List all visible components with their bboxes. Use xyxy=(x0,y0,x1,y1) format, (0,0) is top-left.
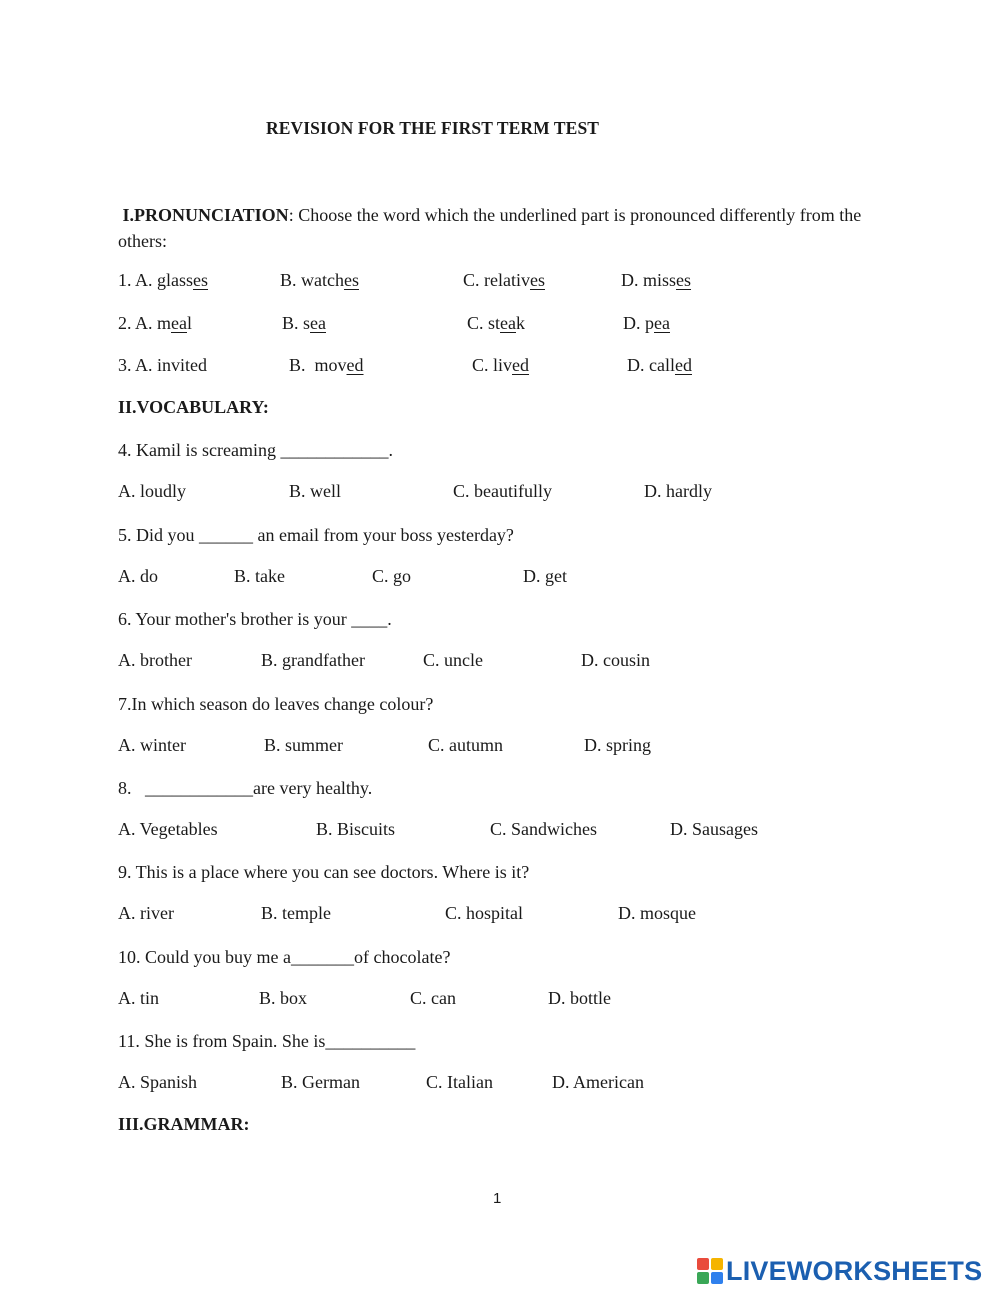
q11-stem: 11. She is from Spain. She is__________ xyxy=(118,1031,416,1051)
q9-option-c: C. hospital xyxy=(445,903,524,923)
q10-option-b: B. box xyxy=(259,988,308,1008)
q3-option-d: D. called xyxy=(627,355,692,375)
q2-option-c: C. steak xyxy=(467,313,525,333)
q9-option-a: A. river xyxy=(118,903,174,923)
q2-option-d: D. pea xyxy=(623,313,670,333)
q10-option-d: D. bottle xyxy=(548,988,611,1008)
logo-text: LIVEWORKSHEETS xyxy=(726,1255,983,1286)
q4-stem: 4. Kamil is screaming ____________. xyxy=(118,440,393,460)
q9-option-b: B. temple xyxy=(261,903,331,923)
page-title: REVISION FOR THE FIRST TERM TEST xyxy=(266,118,600,138)
q11-option-c: C. Italian xyxy=(426,1072,493,1092)
q3-option-c: C. lived xyxy=(472,355,530,375)
section-pronunciation-intro xyxy=(118,202,878,254)
q1-option-b: B. watches xyxy=(280,270,359,290)
pronunciation-instruction: : Choose the word which the underlined part is pronounced differently from the others: xyxy=(118,205,862,251)
q4-option-c: C. beautifully xyxy=(453,481,552,501)
q4-option-b: B. well xyxy=(289,481,341,501)
q9-option-d: D. mosque xyxy=(618,903,696,923)
q8-option-a: A. Vegetables xyxy=(118,819,218,839)
q7-option-a: A. winter xyxy=(118,735,186,755)
q5-option-c: C. go xyxy=(372,566,412,586)
q7-option-c: C. autumn xyxy=(428,735,503,755)
q9-stem: 9. This is a place where you can see doctors. Where is it? xyxy=(118,862,530,882)
section-heading-grammar: III.GRAMMAR: xyxy=(118,1114,250,1134)
q11-option-a: A. Spanish xyxy=(118,1072,198,1092)
q8-option-b: B. Biscuits xyxy=(316,819,396,839)
liveworksheets-logo xyxy=(697,1256,982,1286)
q5-option-b: B. take xyxy=(234,566,285,586)
q7-option-d: D. spring xyxy=(584,735,651,755)
q11-option-b: B. German xyxy=(281,1072,360,1092)
q5-option-a: A. do xyxy=(118,566,158,586)
page-number: 1 xyxy=(493,1190,502,1207)
q3-option-b: B. moved xyxy=(289,355,364,375)
q1-option-a: 1. A. glasses xyxy=(118,270,209,290)
q6-stem: 6. Your mother's brother is your ____. xyxy=(118,609,392,629)
q2-option-b: B. sea xyxy=(282,313,326,333)
q6-option-d: D. cousin xyxy=(581,650,650,670)
q5-option-d: D. get xyxy=(523,566,567,586)
q1-option-d: D. misses xyxy=(621,270,692,290)
q10-option-a: A. tin xyxy=(118,988,160,1008)
q8-option-d: D. Sausages xyxy=(670,819,758,839)
q8-stem: 8. ____________are very healthy. xyxy=(118,778,373,798)
q3-option-a: 3. A. invited xyxy=(118,355,207,375)
q6-option-c: C. uncle xyxy=(423,650,483,670)
q2-option-a: 2. A. meal xyxy=(118,313,193,333)
q10-stem: 10. Could you buy me a_______of chocolate? xyxy=(118,947,451,967)
q4-option-a: A. loudly xyxy=(118,481,187,501)
section-heading-pronunciation: I.PRONUNCIATION xyxy=(122,205,289,225)
q4-option-d: D. hardly xyxy=(644,481,712,501)
q6-option-a: A. brother xyxy=(118,650,192,670)
q1-option-c: C. relatives xyxy=(463,270,545,290)
logo-blocks-icon xyxy=(697,1258,723,1284)
q10-option-c: C. can xyxy=(410,988,456,1008)
q5-stem: 5. Did you ______ an email from your boss yesterday? xyxy=(118,525,514,545)
q7-option-b: B. summer xyxy=(264,735,343,755)
q6-option-b: B. grandfather xyxy=(261,650,365,670)
section-heading-vocabulary: II.VOCABULARY: xyxy=(118,397,269,417)
q8-option-c: C. Sandwiches xyxy=(490,819,597,839)
q11-option-d: D. American xyxy=(552,1072,644,1092)
q7-stem: 7.In which season do leaves change colour? xyxy=(118,694,434,714)
